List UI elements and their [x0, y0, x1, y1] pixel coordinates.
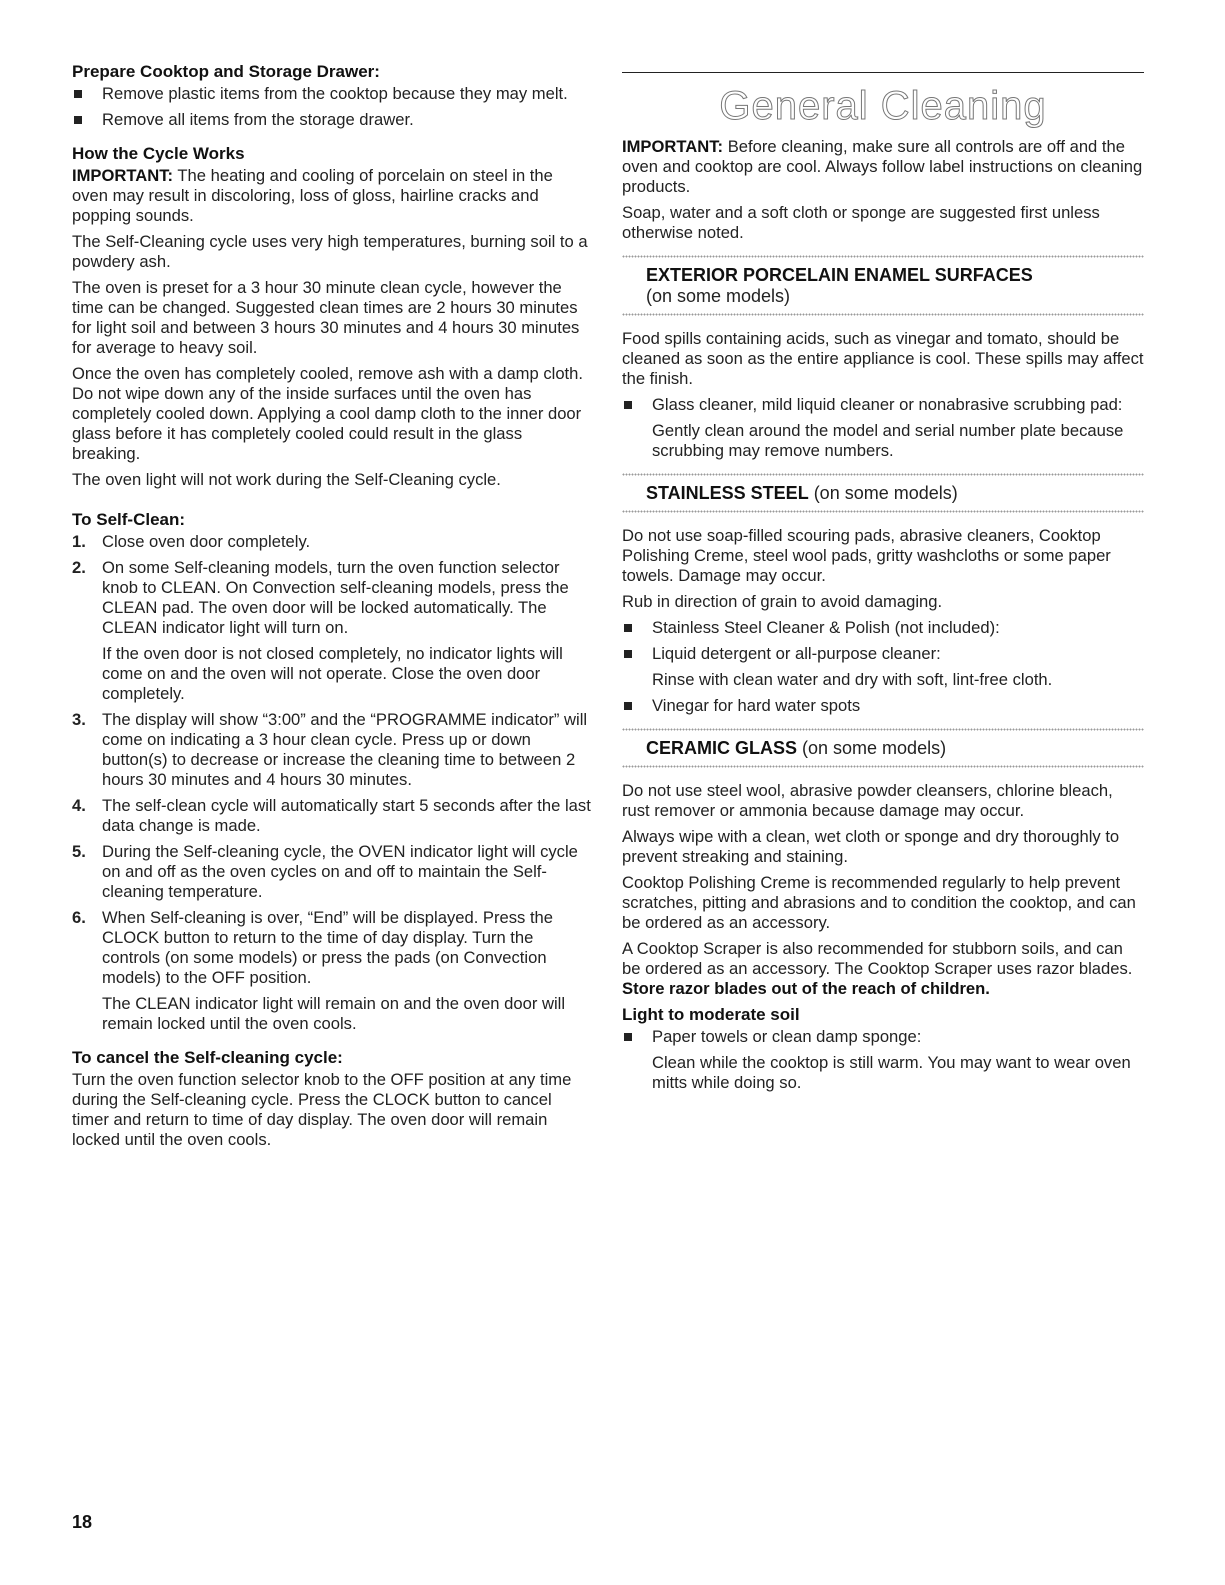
prepare-heading: Prepare Cooktop and Storage Drawer:	[72, 62, 380, 81]
ceramic-text-1: Do not use steel wool, abrasive powder cleansers, chlorine bleach, rust remover or ammonia because damage may occur.	[622, 781, 1113, 820]
step-6-note: The CLEAN indicator light will remain on and the oven door will remain locked until the oven cools.	[102, 994, 566, 1033]
step-6: 6. When Self-cleaning is over, “End” will be displayed. Press the CLOCK button to return to the time of day display. Turn the controls (on some models) or press the pads (on Convection models) to the OFF position.	[72, 908, 554, 987]
stainless-bullet-3: Vinegar for hard water spots	[622, 696, 1144, 716]
stainless-text-1: Do not use soap-filled scouring pads, abrasive cleaners, Cooktop Polishing Creme, steel wool pads, gritty washcloths or some paper towels. Damage may occur.	[622, 526, 1111, 585]
ceramic-bullet: Paper towels or clean damp sponge:	[622, 1027, 1144, 1047]
exterior-note: Gently clean around the model and serial number plate because scrubbing may remove numbers.	[652, 421, 1124, 460]
step-5: 5. During the Self-cleaning cycle, the OVEN indicator light will cycle on and off as the oven cycles on and off to maintain the Self-cleaning temperature.	[72, 842, 578, 901]
stainless-section-header	[622, 473, 1144, 514]
exterior-text: Food spills containing acids, such as vinegar and tomato, should be cleaned as soon as the entire appliance is cool. These spills may affect the finish.	[622, 329, 1144, 388]
right-column	[622, 62, 1144, 1099]
ceramic-title: CERAMIC GLASS	[646, 738, 798, 758]
stainless-bullet-1: Stainless Steel Cleaner & Polish (not included):	[622, 618, 1144, 638]
step-1: 1. Close oven door completely.	[72, 532, 311, 551]
self-clean-heading: To Self-Clean:	[72, 510, 186, 529]
general-cleaning-title: General Cleaning	[719, 84, 1047, 128]
stainless-bullet-2: Liquid detergent or all-purpose cleaner:	[622, 644, 1144, 664]
razor-warning: Store razor blades out of the reach of children.	[622, 979, 990, 998]
exterior-title: EXTERIOR PORCELAIN ENAMEL SURFACES	[646, 265, 1033, 285]
stainless-title: STAINLESS STEEL	[646, 483, 809, 503]
stainless-suffix: (on some models)	[808, 483, 958, 503]
ceramic-note: Clean while the cooktop is still warm. You may want to wear oven mitts while doing so.	[652, 1053, 1131, 1092]
how-paragraph-4: The oven light will not work during the Self-Cleaning cycle.	[72, 470, 501, 489]
prepare-bullet-1: Remove plastic items from the cooktop because they may melt.	[72, 84, 592, 104]
ceramic-suffix: (on some models)	[797, 738, 947, 758]
cancel-text: Turn the oven function selector knob to the OFF position at any time during the Self-cleaning cycle. Press the CLOCK button to cancel timer and return to time of day display. The oven door will remain locked until the oven cools.	[72, 1070, 572, 1149]
general-intro: Soap, water and a soft cloth or sponge are suggested first unless otherwise noted.	[622, 203, 1100, 242]
exterior-section-header	[622, 255, 1144, 317]
ceramic-text-2: Always wipe with a clean, wet cloth or sponge and dry thoroughly to prevent streaking and staining.	[622, 827, 1120, 866]
step-4: 4. The self-clean cycle will automatically start 5 seconds after the last data change is made.	[72, 796, 591, 835]
step-2: 2. On some Self-cleaning models, turn the oven function selector knob to CLEAN. On Convection self-cleaning models, press the CLEAN pad. The oven door will be locked automatically. The CLEAN indicator light will turn on.	[72, 558, 569, 637]
cancel-heading: To cancel the Self-cleaning cycle:	[72, 1048, 343, 1067]
ceramic-text-4: A Cooktop Scraper is also recommended for stubborn soils, and can be ordered as an accessory. The Cooktop Scraper uses razor blades. Store razor blades out of the reach of children.	[622, 939, 1133, 998]
how-paragraph-2: The oven is preset for a 3 hour 30 minute clean cycle, however the time can be changed. Suggested clean times are 2 hours 30 minutes for light soil and between 3 hours 30 minutes and 4 hours 30 minutes for average to heavy soil.	[72, 278, 580, 357]
page-number: 18	[72, 1512, 93, 1532]
how-important-paragraph	[72, 166, 592, 226]
how-paragraph-3: Once the oven has completely cooled, remove ash with a damp cloth. Do not wipe down any of the inside surfaces until the oven has completely cooled down. Applying a cool damp cloth to the inner door glass before it has completely cooled could result in the glass breaking.	[72, 364, 583, 463]
stainless-note: Rinse with clean water and dry with soft, lint-free cloth.	[652, 670, 1053, 689]
dotted-rule	[622, 510, 1144, 514]
important-text: The heating and cooling of porcelain on steel in the oven may result in discoloring, loss of gloss, hairline cracks and popping sounds.	[72, 166, 553, 225]
step-2-note: If the oven door is not closed completely, no indicator lights will come on and the oven will not operate. Close the oven door completely.	[102, 644, 563, 703]
dotted-rule	[622, 765, 1144, 769]
exterior-bullet: Glass cleaner, mild liquid cleaner or nonabrasive scrubbing pad:	[622, 395, 1144, 415]
exterior-subtitle: (on some models)	[646, 286, 791, 306]
ceramic-text-3: Cooktop Polishing Creme is recommended regularly to help prevent scratches, pitting and abrasions and to condition the cooktop, and can be ordered as an accessory.	[622, 873, 1136, 932]
section-top-rule	[622, 72, 1144, 73]
left-column	[72, 62, 592, 1156]
important-label: IMPORTANT:	[622, 137, 724, 156]
important-text: Before cleaning, make sure all controls are off and the oven and cooktop are cool. Always follow label instructions on cleaning products.	[622, 137, 1143, 196]
dotted-rule	[622, 313, 1144, 317]
ceramic-section-header	[622, 728, 1144, 769]
how-cycle-heading: How the Cycle Works	[72, 144, 245, 163]
how-paragraph-1: The Self-Cleaning cycle uses very high temperatures, burning soil to a powdery ash.	[72, 232, 588, 271]
prepare-bullet-2: Remove all items from the storage drawer.	[72, 110, 592, 130]
light-soil-heading: Light to moderate soil	[622, 1005, 800, 1024]
important-label: IMPORTANT:	[72, 166, 174, 185]
step-3: 3. The display will show “3:00” and the “PROGRAMME indicator” will come on indicating a 3 hour clean cycle. Press up or down button(s) to decrease or increase the cleaning time to between 2 hours 30 minutes and 4 hours 30 minutes.	[72, 710, 588, 789]
general-important-paragraph	[622, 137, 1144, 197]
stainless-text-2: Rub in direction of grain to avoid damaging.	[622, 592, 943, 611]
